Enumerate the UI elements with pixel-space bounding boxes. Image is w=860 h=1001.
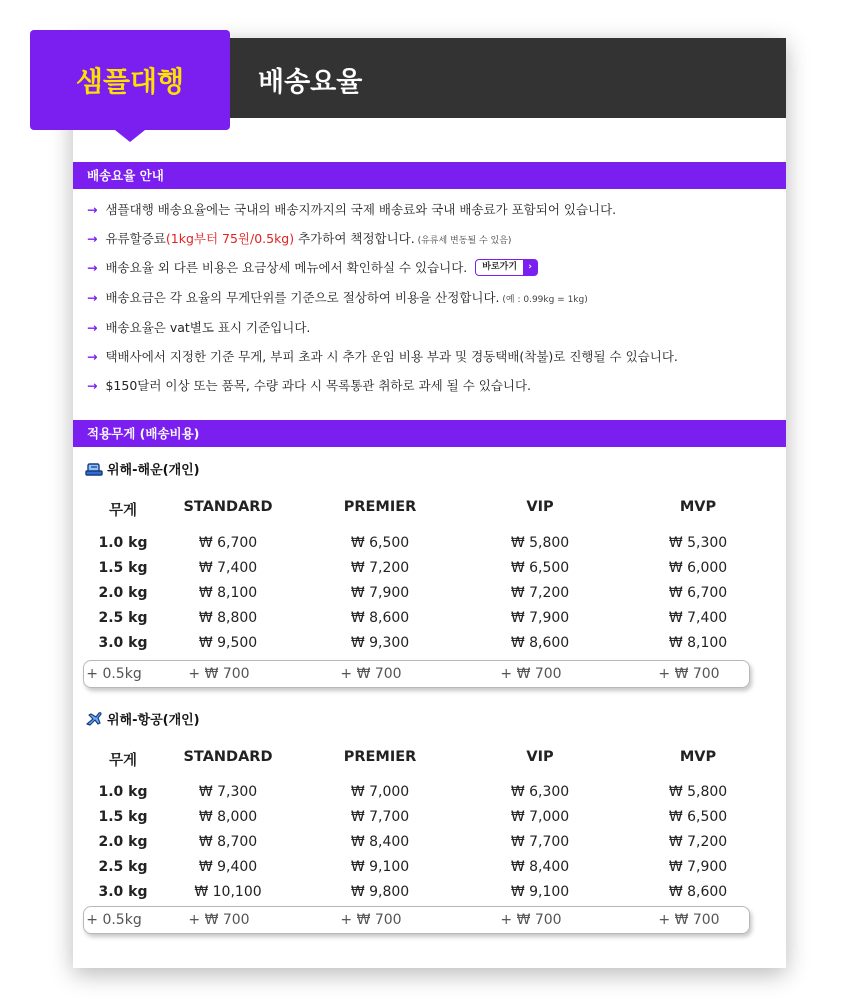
table-row — [83, 585, 763, 607]
price-cell: ₩ 8,000 — [198, 809, 258, 825]
sea-table-header — [83, 499, 763, 521]
price-cell: ₩ 7,700 — [350, 809, 410, 825]
weight-cell: 1.5 kg — [98, 809, 148, 825]
air-label: 위해-항공(개인) — [107, 713, 200, 728]
price-cell: ₩ 9,100 — [510, 884, 570, 900]
notice-text: $150달러 이상 또는 품목, 수량 과다 시 목록통관 취하로 과세 될 수 있습니다. — [105, 378, 532, 393]
table-row — [83, 635, 763, 657]
additional-price: + ₩ 700 — [658, 666, 720, 682]
price-cell: ₩ 7,200 — [510, 585, 570, 601]
go-button-label: 바로가기 — [482, 262, 518, 272]
price-cell: ₩ 8,600 — [510, 635, 570, 651]
air-section-label — [85, 709, 200, 728]
notice-text: 유류할증료 — [105, 231, 166, 246]
notice-text: 샘플대행 배송요율에는 국내의 배송지까지의 국제 배송료와 국내 배송료가 포함되어 있습니다. — [105, 202, 617, 217]
price-cell: ₩ 7,400 — [198, 560, 258, 576]
weight-cell: 3.0 kg — [98, 884, 148, 900]
col-standard: STANDARD — [183, 499, 273, 515]
arrow-icon: → — [87, 290, 98, 305]
notice-text: 배송요율은 vat별도 표시 기준입니다. — [105, 320, 311, 335]
col-vip: VIP — [526, 499, 554, 515]
table-row — [83, 535, 763, 557]
price-cell: ₩ 9,100 — [350, 859, 410, 875]
air-table-header — [83, 749, 763, 771]
col-premier: PREMIER — [343, 499, 417, 515]
notice-item-5 — [87, 318, 777, 336]
sea-section-label — [85, 459, 200, 478]
notice-item-6 — [87, 347, 777, 365]
rates-card — [73, 38, 786, 968]
additional-price: + ₩ 700 — [188, 666, 250, 682]
price-cell: ₩ 8,400 — [350, 834, 410, 850]
notice-note: (예 : 0.99kg = 1kg) — [499, 295, 588, 305]
ship-icon — [85, 461, 103, 477]
col-premier: PREMIER — [343, 749, 417, 765]
brand-badge — [30, 30, 230, 130]
additional-price: + ₩ 700 — [188, 912, 250, 928]
notice-item-3 — [87, 258, 777, 277]
price-cell: ₩ 8,100 — [668, 635, 728, 651]
notice-text: 배송요금은 각 요율의 무게단위를 기준으로 절상하여 비용을 산정합니다. — [105, 290, 500, 305]
table-row — [83, 859, 763, 881]
notice-item-1 — [87, 200, 777, 218]
notice-note: (유류세 변동될 수 있음) — [414, 236, 512, 246]
table-row — [83, 884, 763, 906]
chevron-right-icon: › — [523, 260, 537, 275]
weight-cell: 2.5 kg — [98, 859, 148, 875]
price-cell: ₩ 9,500 — [198, 635, 258, 651]
price-cell: ₩ 9,400 — [198, 859, 258, 875]
price-cell: ₩ 8,400 — [510, 859, 570, 875]
price-cell: ₩ 6,300 — [510, 784, 570, 800]
notice-item-7 — [87, 376, 777, 394]
weight-cell: 2.0 kg — [98, 585, 148, 601]
price-cell: ₩ 8,100 — [198, 585, 258, 601]
price-cell: ₩ 7,700 — [510, 834, 570, 850]
price-cell: ₩ 5,800 — [668, 784, 728, 800]
weight-cell: 2.0 kg — [98, 834, 148, 850]
price-cell: ₩ 7,400 — [668, 610, 728, 626]
sea-label: 위해-해운(개인) — [107, 463, 200, 478]
brand-label: 샘플대행 — [75, 65, 185, 98]
price-cell: ₩ 5,800 — [510, 535, 570, 551]
col-mvp: MVP — [679, 499, 717, 515]
rates-heading: 적용무게 (배송비용) — [73, 420, 786, 447]
table-row — [83, 784, 763, 806]
notice-text: 배송요율 외 다른 비용은 요금상세 메뉴에서 확인하실 수 있습니다. — [105, 260, 468, 275]
air-additional-rate-row — [83, 906, 750, 934]
sea-additional-rate-row — [83, 660, 750, 688]
arrow-icon: → — [87, 349, 98, 364]
arrow-icon: → — [87, 231, 98, 246]
price-cell: ₩ 7,000 — [350, 784, 410, 800]
notice-heading: 배송요율 안내 — [73, 162, 786, 189]
price-cell: ₩ 7,900 — [350, 585, 410, 601]
price-cell: ₩ 9,800 — [350, 884, 410, 900]
price-cell: ₩ 7,900 — [510, 610, 570, 626]
additional-price: + ₩ 700 — [658, 912, 720, 928]
weight-cell: 2.5 kg — [98, 610, 148, 626]
arrow-icon: → — [87, 378, 98, 393]
price-cell: ₩ 7,300 — [198, 784, 258, 800]
price-cell: ₩ 7,200 — [350, 560, 410, 576]
notice-text-after: 추가하여 책정합니다. — [294, 231, 415, 246]
brand-pointer — [115, 130, 145, 142]
fuel-surcharge-rate: (1kg부터 75원/0.5kg) — [165, 231, 295, 246]
price-cell: ₩ 5,300 — [668, 535, 728, 551]
price-cell: ₩ 8,700 — [198, 834, 258, 850]
price-cell: ₩ 6,700 — [668, 585, 728, 601]
price-cell: ₩ 7,000 — [510, 809, 570, 825]
arrow-icon: → — [87, 202, 98, 217]
weight-cell: 3.0 kg — [98, 635, 148, 651]
price-cell: ₩ 6,700 — [198, 535, 258, 551]
weight-cell: 1.0 kg — [98, 535, 148, 551]
arrow-icon: → — [87, 260, 98, 275]
price-cell: ₩ 6,000 — [668, 560, 728, 576]
airplane-icon — [85, 711, 103, 727]
col-weight: 무게 — [108, 503, 138, 519]
price-cell: ₩ 8,600 — [668, 884, 728, 900]
price-cell: ₩ 6,500 — [510, 560, 570, 576]
table-row — [83, 610, 763, 632]
weight-cell: 1.0 kg — [98, 784, 148, 800]
weight-cell: 1.5 kg — [98, 560, 148, 576]
price-cell: ₩ 8,800 — [198, 610, 258, 626]
price-cell: ₩ 8,600 — [350, 610, 410, 626]
additional-price: + ₩ 700 — [340, 666, 402, 682]
price-cell: ₩ 6,500 — [350, 535, 410, 551]
col-standard: STANDARD — [183, 749, 273, 765]
additional-weight: + 0.5kg — [86, 912, 142, 928]
price-cell: ₩ 7,200 — [668, 834, 728, 850]
price-cell: ₩ 7,900 — [668, 859, 728, 875]
col-vip: VIP — [526, 749, 554, 765]
price-cell: ₩ 6,500 — [668, 809, 728, 825]
arrow-icon: → — [87, 320, 98, 335]
price-cell: ₩ 10,100 — [194, 884, 262, 900]
additional-weight: + 0.5kg — [86, 666, 142, 682]
additional-price: + ₩ 700 — [500, 912, 562, 928]
col-mvp: MVP — [679, 749, 717, 765]
page-title: 배송요율 — [258, 67, 363, 98]
table-row — [83, 560, 763, 582]
col-weight: 무게 — [108, 753, 138, 769]
additional-price: + ₩ 700 — [500, 666, 562, 682]
go-to-pricing-button[interactable] — [475, 259, 538, 276]
table-row — [83, 834, 763, 856]
notice-item-2 — [87, 229, 777, 247]
table-row — [83, 809, 763, 831]
additional-price: + ₩ 700 — [340, 912, 402, 928]
notice-item-4 — [87, 288, 777, 306]
price-cell: ₩ 9,300 — [350, 635, 410, 651]
notice-text: 택배사에서 지정한 기준 무게, 부피 초과 시 추가 운임 비용 부과 및 경동택배(착불)로 진행될 수 있습니다. — [105, 349, 678, 364]
